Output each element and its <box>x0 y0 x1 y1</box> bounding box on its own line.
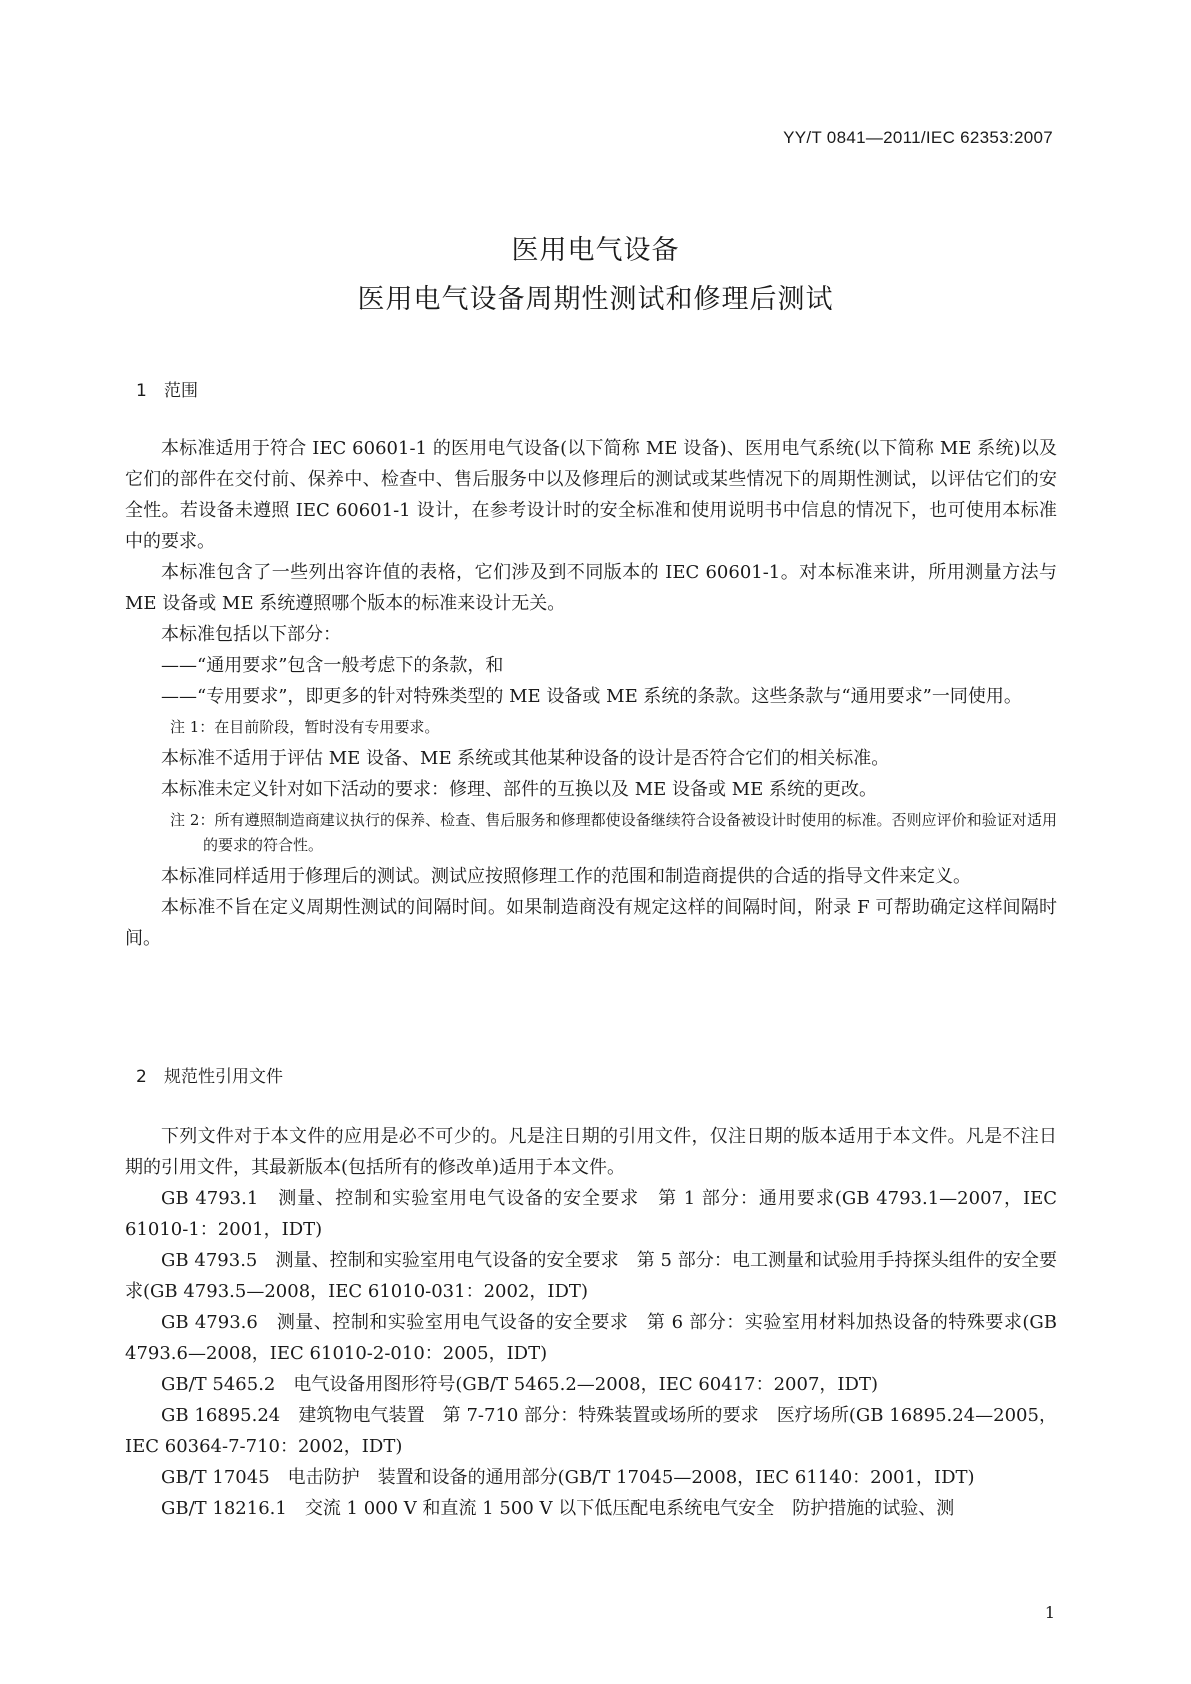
paragraph: 下列文件对于本文件的应用是必不可少的。凡是注日期的引用文件，仅注日期的版本适用于本文件。凡是不注日期的引用文件，其最新版本(包括所有的修改单)适用于本文件。 <box>125 1126 1057 1178</box>
document-title-line1: 医用电气设备 <box>511 235 680 266</box>
section-number: 1 <box>136 381 147 401</box>
section-2-heading <box>136 1062 283 1087</box>
section-number: 2 <box>136 1067 147 1087</box>
note-2: 注 2：所有遵照制造商建议执行的保养、检查、售后服务和修理都使设备继续符合设备被设计时使用的标准。否则应评价和验证对适用的要求的符合性。 <box>170 811 1057 854</box>
reference-item: GB 4793.6 测量、控制和实验室用电气设备的安全要求 第 6 部分：实验室用材料加热设备的特殊要求(GB 4793.6—2008，IEC 61010-2-010：2005，IDT) <box>125 1312 1057 1364</box>
paragraph: 本标准不旨在定义周期性测试的间隔时间。如果制造商没有规定这样的间隔时间，附录 F 可帮助确定这样间隔时间。 <box>125 897 1057 949</box>
standard-code: YY/T 0841—2011/IEC 62353:2007 <box>783 128 1053 147</box>
paragraph: 本标准包含了一些列出容许值的表格，它们涉及到不同版本的 IEC 60601-1。对本标准来讲，所用测量方法与 ME 设备或 ME 系统遵照哪个版本的标准来设计无关。 <box>125 562 1057 614</box>
paragraph: 本标准适用于符合 IEC 60601-1 的医用电气设备(以下简称 ME 设备)、医用电气系统(以下简称 ME 系统)以及它们的部件在交付前、保养中、检查中、售后服务中以及修理后的测试或某些情况下的周期性测试，以评估它们的安全性。若设备未遵照 IEC 60601-1 设计，在参考设计时的安全标准和使用说明书中信息的情况下，也可使用本标准中的要求。 <box>125 438 1057 552</box>
paragraph: 本标准不适用于评估 ME 设备、ME 系统或其他某种设备的设计是否符合它们的相关标准。 <box>161 748 890 769</box>
document-title-line2: 医用电气设备周期性测试和修理后测试 <box>357 284 834 315</box>
list-item: ——“通用要求”包含一般考虑下的条款，和 <box>161 655 504 676</box>
paragraph: 本标准包括以下部分： <box>161 624 341 645</box>
reference-item: GB 16895.24 建筑物电气装置 第 7-710 部分：特殊装置或场所的要求 医疗场所(GB 16895.24—2005，IEC 60364-7-710：2002，IDT) <box>125 1405 1057 1457</box>
paragraph: 本标准同样适用于修理后的测试。测试应按照修理工作的范围和制造商提供的合适的指导文件来定义。 <box>161 866 971 887</box>
section-title: 规范性引用文件 <box>164 1067 283 1087</box>
note-1: 注 1：在目前阶段，暂时没有专用要求。 <box>170 718 440 736</box>
reference-item: GB 4793.1 测量、控制和实验室用电气设备的安全要求 第 1 部分：通用要求(GB 4793.1—2007，IEC 61010-1：2001，IDT) <box>125 1188 1057 1240</box>
list-item: ——“专用要求”，即更多的针对特殊类型的 ME 设备或 ME 系统的条款。这些条款与“通用要求”一同使用。 <box>161 686 1022 707</box>
section-1-heading <box>136 376 198 401</box>
reference-item: GB/T 5465.2 电气设备用图形符号(GB/T 5465.2—2008，IEC 60417：2007，IDT) <box>161 1374 878 1395</box>
section-title: 范围 <box>164 381 198 401</box>
reference-item: GB 4793.5 测量、控制和实验室用电气设备的安全要求 第 5 部分：电工测量和试验用手持探头组件的安全要求(GB 4793.5—2008，IEC 61010-031：2002，IDT) <box>125 1250 1057 1302</box>
reference-item: GB/T 18216.1 交流 1 000 V 和直流 1 500 V 以下低压配电系统电气安全 防护措施的试验、测 <box>161 1498 955 1519</box>
section-1-body <box>125 433 1057 954</box>
paragraph: 本标准未定义针对如下活动的要求：修理、部件的互换以及 ME 设备或 ME 系统的更改。 <box>161 779 878 800</box>
reference-item: GB/T 17045 电击防护 装置和设备的通用部分(GB/T 17045—2008，IEC 61140：2001，IDT) <box>161 1467 975 1488</box>
page-number: 1 <box>1044 1603 1055 1622</box>
section-2-body <box>125 1121 1057 1524</box>
